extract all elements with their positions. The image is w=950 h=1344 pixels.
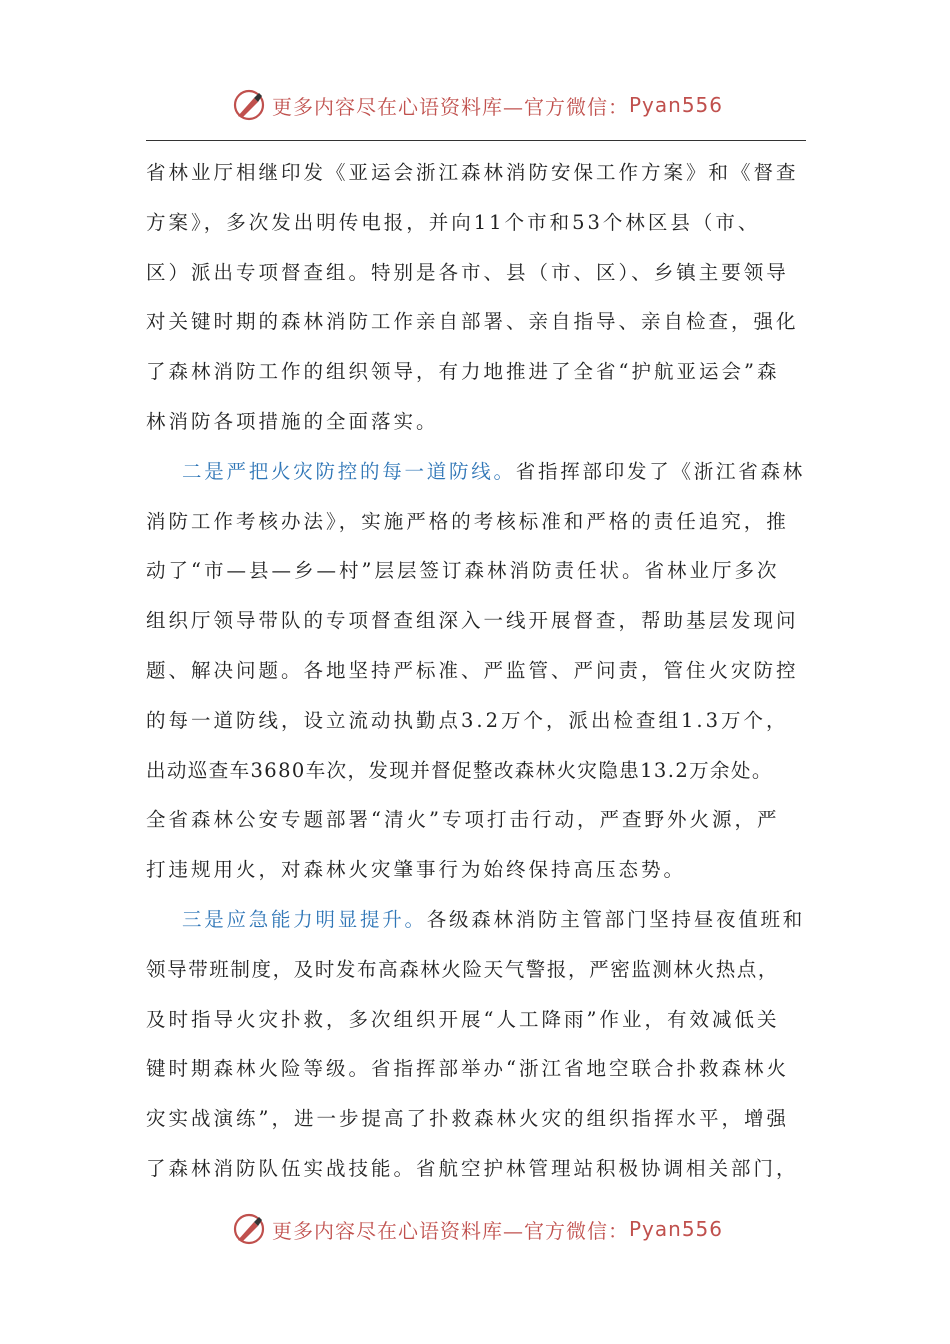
p2-line-1-text: 省指挥部印发了《浙江省森林 [515, 459, 806, 483]
p1-line-6: 林消防各项措施的全面落实。 [146, 409, 439, 433]
p1-line-4: 对关键时期的森林消防工作亲自部署、亲自指导、亲自检查，强化 [146, 310, 799, 334]
pen-logo-icon [232, 1212, 266, 1246]
footer-banner-id: Pyan556 [629, 1217, 724, 1241]
p2-line-7: 出动巡查车3680车次，发现并督促整改森林火灾隐患13.2万余处。 [146, 758, 773, 782]
p2-line-8: 全省森林公安专题部署“清火”专项打击行动，严查野外火源，严 [146, 808, 780, 832]
p1-line-2: 方案》，多次发出明传电报，并向11个市和53个林区县（市、 [146, 210, 761, 234]
p3-line-4: 键时期森林火险等级。省指挥部举办“浙江省地空联合扑救森林火 [146, 1057, 789, 1081]
p3-line-1-text: 各级森林消防主管部门坚持昼夜值班和 [426, 907, 806, 931]
p2-line-9: 打违规用火，对森林火灾肇事行为始终保持高压态势。 [146, 858, 687, 882]
header-banner [232, 88, 723, 122]
p2-line-5: 题、解决问题。各地坚持严标准、严监管、严问责，管住火灾防控 [146, 658, 799, 682]
p1-line-3: 区）派出专项督查组。特别是各市、县（市、区）、乡镇主要领导 [146, 260, 789, 284]
header-banner-id: Pyan556 [629, 93, 724, 117]
document-body [146, 148, 806, 1194]
p2-line-6: 的每一道防线，设立流动执勤点3.2万个，派出检查组1.3万个， [146, 708, 789, 732]
p3-heading: 三是应急能力明显提升。 [182, 907, 427, 931]
header-banner-text: 更多内容尽在心语资料库—官方微信： [272, 94, 629, 119]
p2-heading: 二是严把火灾防控的每一道防线。 [182, 459, 516, 483]
header-divider [146, 140, 806, 141]
p2-line-2: 消防工作考核办法》，实施严格的考核标准和严格的责任追究，推 [146, 509, 789, 533]
p3-line-1 [146, 895, 806, 945]
p1-line-1: 省林业厅相继印发《亚运会浙江森林消防安保工作方案》和《督查 [146, 161, 799, 184]
pen-logo-icon [232, 88, 266, 122]
footer-banner-text: 更多内容尽在心语资料库—官方微信： [272, 1218, 629, 1243]
p3-line-2: 领导带班制度，及时发布高森林火险天气警报，严密监测林火热点， [146, 957, 780, 981]
p2-line-4: 组织厅领导带队的专项督查组深入一线开展督查，帮助基层发现问 [146, 609, 799, 633]
p2-line-1 [146, 447, 806, 497]
p3-line-3: 及时指导火灾扑救，多次组织开展“人工降雨”作业，有效减低关 [146, 1007, 780, 1031]
footer-banner [232, 1212, 723, 1246]
p1-line-5: 了森林消防工作的组织领导，有力地推进了全省“护航亚运会”森 [146, 360, 780, 384]
p3-line-5: 灾实战演练”，进一步提高了扑救森林火灾的组织指挥水平，增强 [146, 1107, 789, 1131]
p2-line-3: 动了“市—县—乡—村”层层签订森林消防责任状。省林业厅多次 [146, 559, 780, 583]
p3-line-6: 了森林消防队伍实战技能。省航空护林管理站积极协调相关部门， [146, 1156, 799, 1180]
